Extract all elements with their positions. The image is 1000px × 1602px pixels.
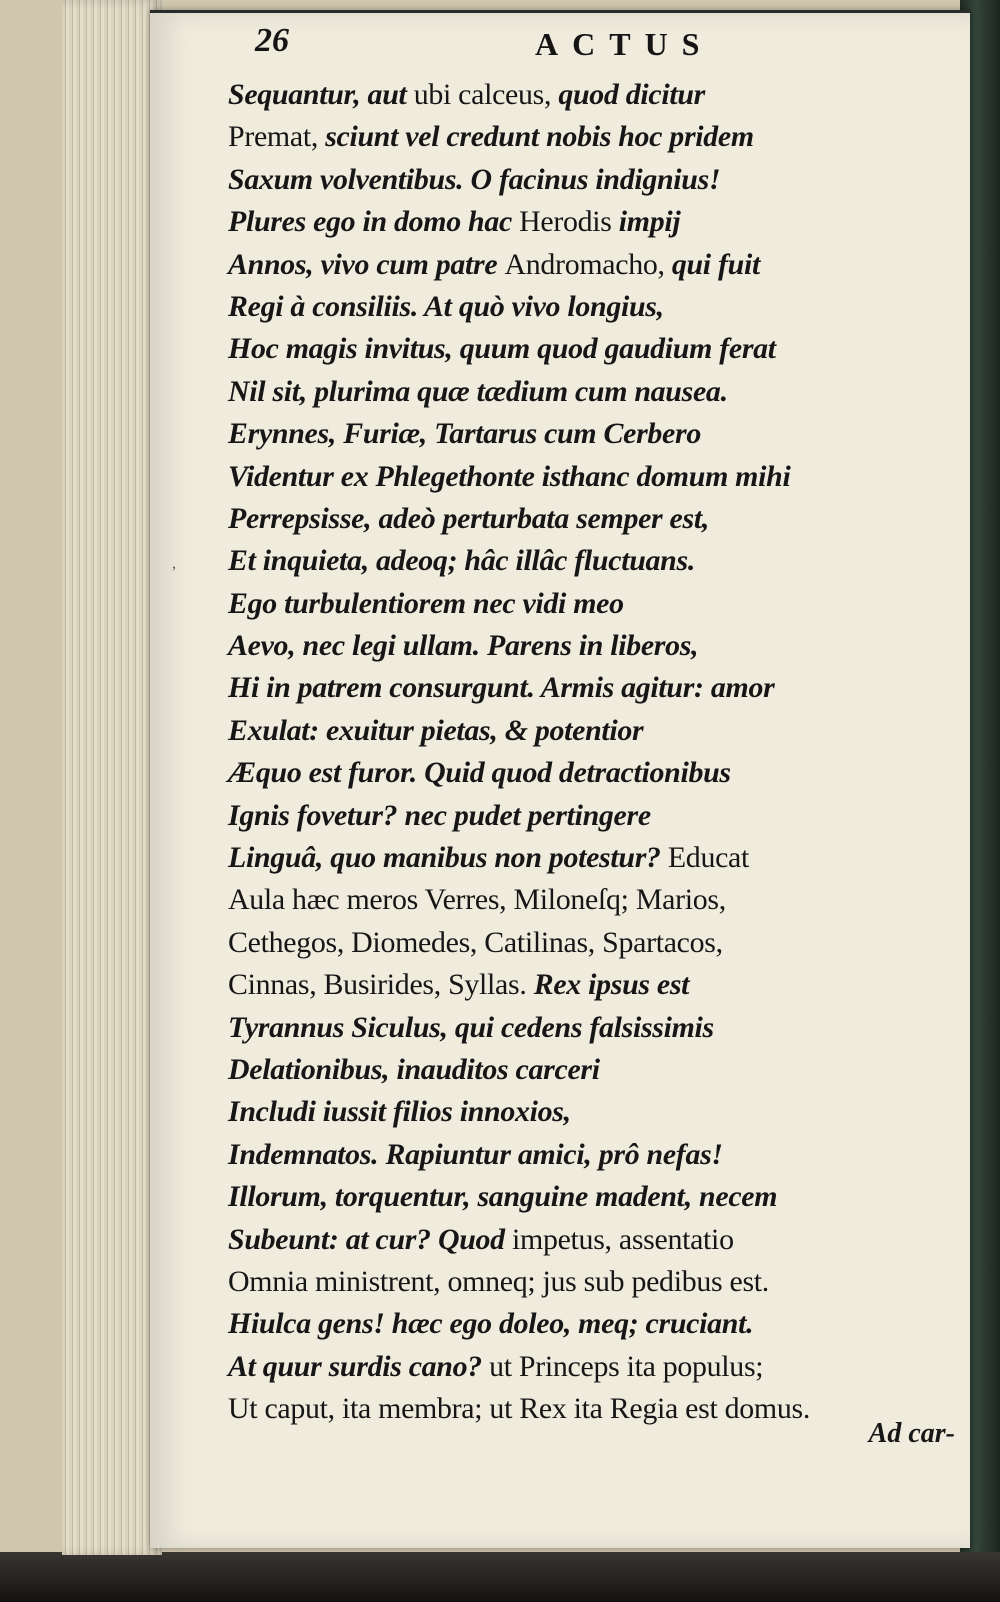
text-segment: Regi à consiliis. At quò vivo longius, — [228, 289, 664, 323]
text-segment: Cethegos, Diomedes, Catilinas, Spartacos, — [228, 925, 723, 959]
text-segment: Educat — [667, 841, 750, 875]
text-segment: quod dicitur — [558, 78, 706, 111]
text-line — [228, 413, 970, 455]
text-line — [228, 879, 970, 921]
text-segment: At quur surdis cano? — [228, 1349, 490, 1383]
text-segment: sciunt vel credunt nobis hoc pridem — [325, 120, 754, 154]
text-line — [228, 667, 970, 709]
text-segment: Annos, vivo cum patre — [228, 247, 505, 281]
table-surface — [0, 1552, 1000, 1602]
running-head — [255, 20, 905, 70]
text-line — [228, 1219, 970, 1261]
text-segment: Herodis — [519, 205, 619, 239]
text-segment: Indemnatos. Rapiuntur amici, prô nefas! — [228, 1137, 723, 1171]
text-segment: Andromacho, — [504, 247, 672, 281]
text-line — [228, 625, 970, 667]
text-line — [228, 583, 970, 625]
text-line — [228, 328, 970, 370]
text-segment: Ut caput, ita membra; ut Rex ita Regia est domus. — [228, 1392, 811, 1426]
text-line — [228, 201, 970, 243]
text-line — [228, 1091, 970, 1133]
text-line — [228, 1134, 970, 1176]
verse-text — [228, 74, 973, 1431]
text-segment: Subeunt: at cur? Quod — [228, 1222, 513, 1256]
text-line — [228, 710, 970, 752]
text-segment: Cinnas, Busirides, Syllas. — [228, 968, 534, 1002]
text-segment: Illorum, torquentur, sanguine madent, necem — [228, 1180, 778, 1214]
text-segment: Linguâ, quo manibus non potestur? — [228, 841, 668, 875]
text-line — [228, 74, 970, 116]
text-segment: Premat, — [228, 120, 326, 154]
text-segment: Saxum volventibus. O facinus indignius! — [228, 162, 721, 196]
text-line — [228, 964, 970, 1006]
text-segment: Videntur ex Phlegethonte isthanc domum mihi — [228, 459, 791, 493]
text-line — [228, 456, 970, 498]
text-segment: impij — [618, 205, 681, 239]
text-segment: Perrepsisse, adeò perturbata semper est, — [228, 501, 710, 535]
text-segment: Æquo est furor. Quid quod detractionibus — [228, 756, 731, 790]
catchword: Ad car- — [868, 1418, 955, 1449]
text-line — [228, 159, 970, 201]
text-line — [228, 1388, 970, 1430]
text-segment: Plures ego in domo hac — [228, 205, 520, 239]
page-number: 26 — [255, 22, 289, 59]
text-segment: Omnia ministrent, omneq; jus sub pedibus est. — [228, 1264, 769, 1298]
text-line — [228, 922, 970, 964]
text-segment: ubi calceus, — [406, 78, 559, 111]
text-segment: Exulat: exuitur pietas, & potentior — [228, 713, 644, 747]
text-line — [228, 752, 970, 794]
text-segment: Sequantur, aut — [228, 78, 407, 111]
margin-mark: , — [172, 555, 176, 572]
text-segment: Rex ipsus est — [533, 968, 690, 1002]
text-line — [228, 1007, 970, 1049]
text-line — [228, 244, 970, 286]
text-segment: Et inquieta, adeoq; hâc illâc fluctuans. — [228, 544, 695, 578]
text-segment: Includi iussit filios innoxios, — [228, 1095, 571, 1129]
text-line — [228, 498, 970, 540]
text-line — [228, 795, 970, 837]
text-segment: Erynnes, Furiæ, Tartarus cum Cerbero — [228, 417, 701, 451]
text-segment: Ignis fovetur? nec pudet pertingere — [228, 798, 651, 832]
text-line — [228, 286, 970, 328]
text-line — [228, 1176, 970, 1218]
text-line — [228, 1346, 970, 1388]
text-segment: Hoc magis invitus, quum quod gaudium ferat — [228, 332, 776, 366]
text-segment: Hiulca gens! hæc ego doleo, meq; cruciant. — [228, 1307, 754, 1341]
text-segment: Tyrannus Siculus, qui cedens falsissimis — [228, 1010, 714, 1044]
text-line — [228, 540, 970, 582]
text-line — [228, 837, 970, 879]
text-segment: impetus, assentatio — [512, 1222, 734, 1256]
text-segment: Hi in patrem consurgunt. Armis agitur: amor — [228, 671, 775, 705]
text-segment: ut Princeps ita populus; — [489, 1349, 764, 1383]
text-line — [228, 116, 970, 158]
running-title: ACTUS — [535, 26, 714, 62]
text-line — [228, 371, 970, 413]
text-line — [228, 1303, 970, 1345]
text-line — [228, 1261, 970, 1303]
page-stack-edges — [62, 0, 162, 1555]
text-segment: Ego turbulentiorem nec vidi meo — [228, 586, 624, 620]
text-segment: Nil sit, plurima quæ tædium cum nausea. — [228, 374, 728, 408]
text-segment: Aula hæc meros Verres, Miloneſq; Marios, — [228, 883, 726, 917]
text-segment: Aevo, nec legi ullam. Parens in liberos, — [228, 629, 699, 663]
text-segment: Delationibus, inauditos carceri — [228, 1052, 600, 1086]
text-line — [228, 1049, 970, 1091]
text-segment: qui fuit — [671, 247, 760, 281]
